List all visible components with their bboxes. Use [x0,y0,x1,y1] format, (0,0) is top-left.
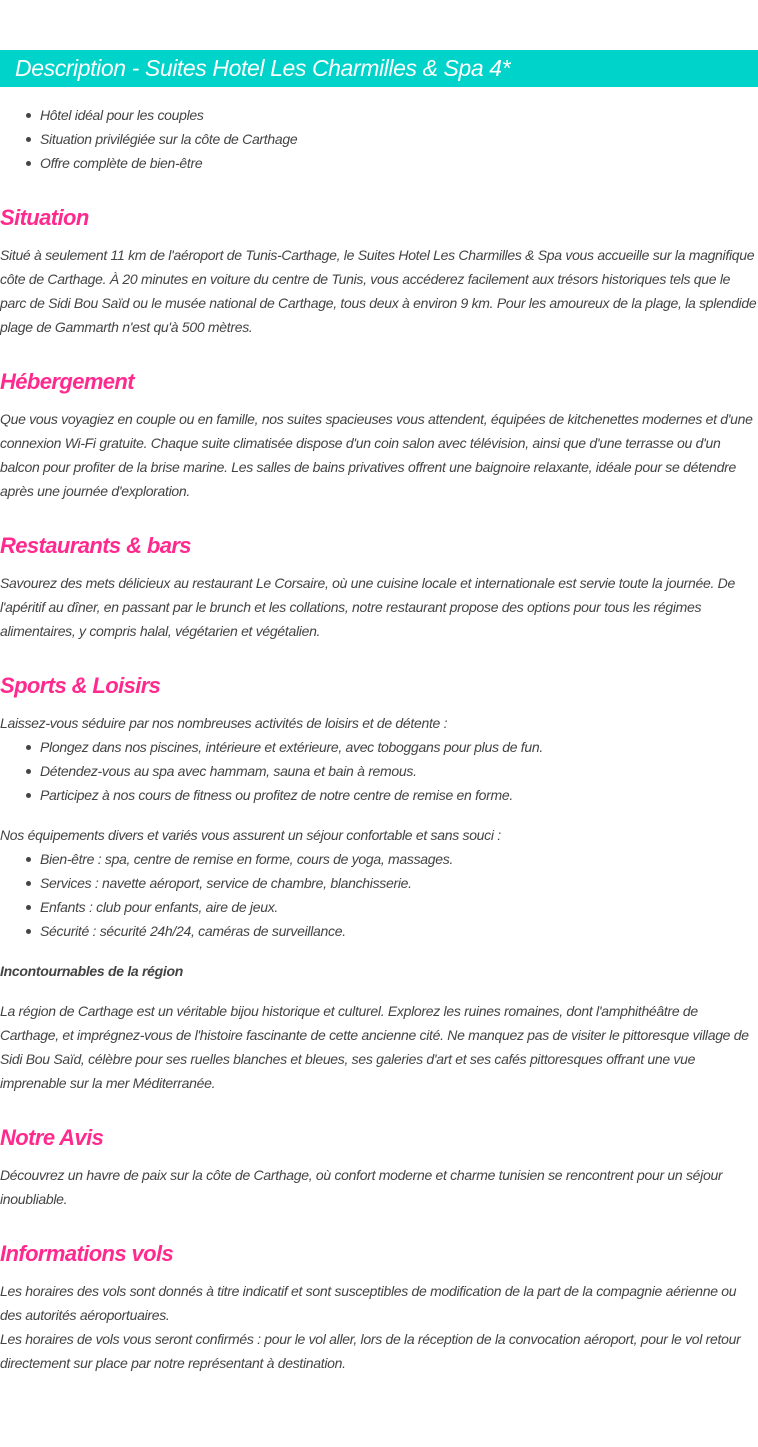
equipment-item: Enfants : club pour enfants, aire de jeux. [40,895,758,919]
equipment-item: Sécurité : sécurité 24h/24, caméras de surveillance. [40,919,758,943]
section-title: Notre Avis [0,1125,104,1150]
vols-text-2: Les horaires de vols vous seront confirmés : pour le vol aller, lors de la réception de la convocation aéroport, pour le vol retour directement sur place par notre représentant à destination. [0,1331,741,1371]
section-text: Découvrez un havre de paix sur la côte de Carthage, où confort moderne et charme tunisien se rencontrent pour un séjour inoubliable. [0,1167,723,1207]
section-title: Sports & Loisirs [0,673,161,698]
region-text: La région de Carthage est un véritable bijou historique et culturel. Explorez les ruines romaines, dont l'amphithéâtre de Carthage, et imprégnez-vous de l'histoire fascinante de cette ancienne cité. Ne manquez pas de visiter le pittoresque village de Sidi Bou Saïd, célèbre pour ses ruelles blanches et bleues, ses galeries d'art et ses cafés pittoresques offrant une vue imprenable sur la mer Méditerranée. [0,1003,749,1091]
equipment-item: Services : navette aéroport, service de chambre, blanchisserie. [40,871,758,895]
equipments-intro: Nos équipements divers et variés vous assurent un séjour confortable et sans souci : [0,827,501,843]
section-text: Situé à seulement 11 km de l'aéroport de Tunis-Carthage, le Suites Hotel Les Charmilles & Spa vous accueille sur la magnifique côte de Carthage. À 20 minutes en voiture du centre de Tunis, vous accéderez facilement aux trésors historiques tels que le parc de Sidi Bou Saïd ou le musée national de Carthage, tous deux à environ 9 km. Pour les amoureux de la plage, la splendide plage de Gammarth n'est qu'à 500 mètres. [0,247,757,335]
section-restaurants [0,531,758,643]
activities-list [0,735,758,807]
equipments-list [0,847,758,943]
section-avis [0,1123,758,1211]
activity-item: Plongez dans nos piscines, intérieure et extérieure, avec toboggans pour plus de fun. [40,735,758,759]
section-sports [0,671,758,1095]
highlight-item: Situation privilégiée sur la côte de Carthage [40,127,758,151]
activity-item: Détendez-vous au spa avec hammam, sauna et bain à remous. [40,759,758,783]
activity-item: Participez à nos cours de fitness ou profitez de notre centre de remise en forme. [40,783,758,807]
sports-intro: Laissez-vous séduire par nos nombreuses activités de loisirs et de détente : [0,715,448,731]
section-title: Restaurants & bars [0,533,191,558]
page-title: Description - Suites Hotel Les Charmilles & Spa 4* [15,55,511,81]
section-title: Hébergement [0,369,134,394]
description-banner [0,50,758,87]
section-text: Savourez des mets délicieux au restaurant Le Corsaire, où une cuisine locale et internationale est servie toute la journée. De l'apéritif au dîner, en passant par le brunch et les collations, notre restaurant propose des options pour tous les régimes alimentaires, y compris halal, végétarien et végétalien. [0,575,735,639]
highlight-item: Hôtel idéal pour les couples [40,103,758,127]
section-vols [0,1239,758,1375]
section-title: Situation [0,205,89,230]
equipment-item: Bien-être : spa, centre de remise en forme, cours de yoga, massages. [40,847,758,871]
highlight-item: Offre complète de bien-être [40,151,758,175]
section-title: Informations vols [0,1241,174,1266]
highlights-list [0,103,758,175]
region-subtitle: Incontournables de la région [0,963,183,979]
section-hebergement [0,367,758,503]
section-text: Que vous voyagiez en couple ou en famille, nos suites spacieuses vous attendent, équipées de kitchenettes modernes et d'une connexion Wi-Fi gratuite. Chaque suite climatisée dispose d'un coin salon avec télévision, ainsi que d'une terrasse ou d'un balcon pour profiter de la brise marine. Les salles de bains privatives offrent une baignoire relaxante, idéale pour se détendre après une journée d'exploration. [0,411,753,499]
section-situation [0,203,758,339]
vols-text-1: Les horaires des vols sont donnés à titre indicatif et sont susceptibles de modification de la part de la compagnie aérienne ou des autorités aéroportuaires. [0,1283,737,1323]
